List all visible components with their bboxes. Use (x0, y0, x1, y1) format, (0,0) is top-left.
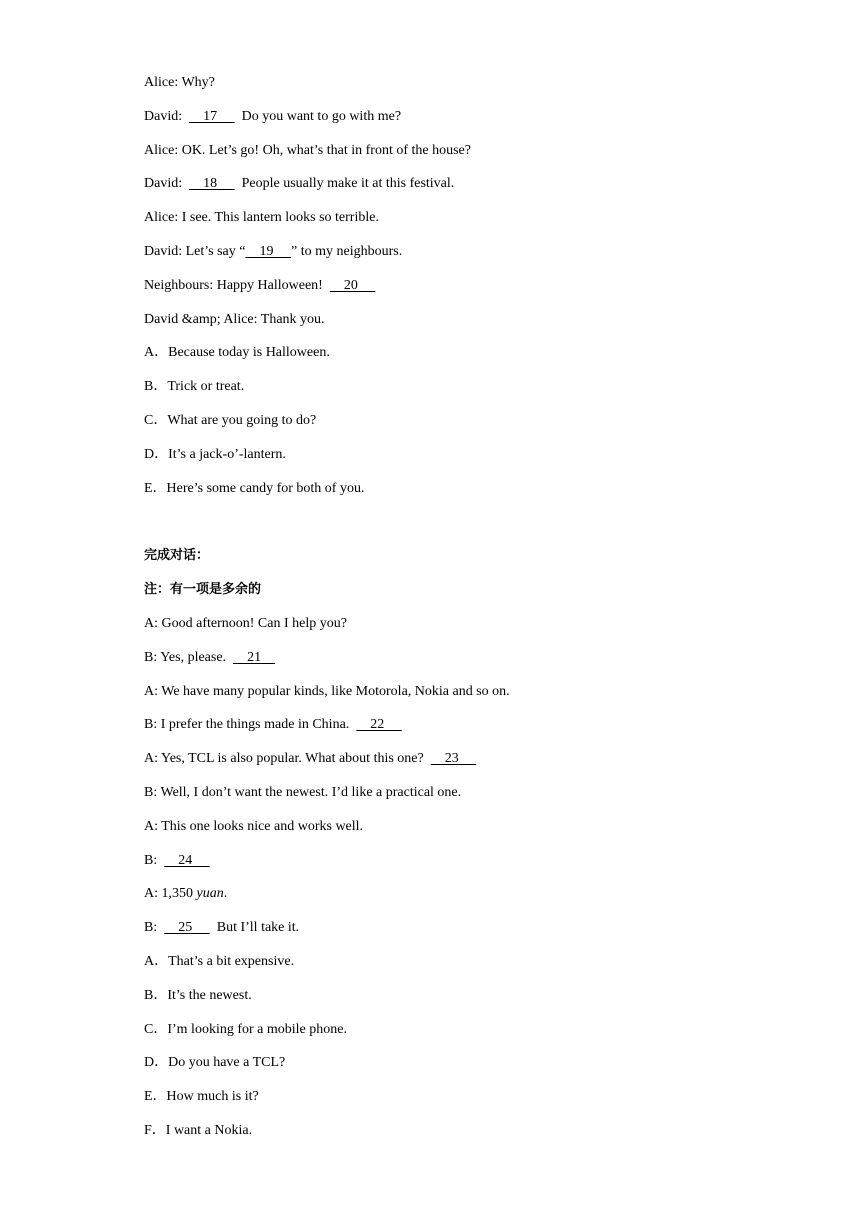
section-note: 注：有一项是多余的 (144, 582, 262, 597)
option-b: B．It’s the newest. (144, 988, 252, 1003)
option-b: B．Trick or treat. (144, 379, 245, 394)
option-c: C．I’m looking for a mobile phone. (144, 1022, 347, 1037)
line-text: David &amp; Alice: Thank you. (144, 312, 325, 327)
answer-blank-23[interactable]: 23 (430, 751, 477, 766)
dialogue-line (144, 175, 454, 193)
line-text: David: Let’s say “ (144, 244, 246, 259)
dialogue-line (144, 615, 347, 633)
dialogue-line (144, 108, 401, 126)
option-f: F．I want a Nokia. (144, 1123, 253, 1138)
answer-blank-17[interactable]: 17 (189, 109, 235, 124)
option-e: E．Here’s some candy for both of you. (144, 481, 365, 496)
section-heading: 完成对话： (144, 548, 210, 563)
answer-blank-25[interactable]: 25 (164, 920, 210, 935)
option-a: A．That’s a bit expensive. (144, 954, 295, 969)
line-text: David: (144, 176, 190, 191)
line-text: B: Well, I don’t want the newest. I’d like a practical one. (144, 785, 462, 800)
line-text: But I’ll take it. (209, 920, 300, 935)
line-text: A: This one looks nice and works well. (144, 819, 364, 834)
line-text: ” to my neighbours. (290, 244, 403, 259)
line-text: Do you want to go with me? (234, 109, 402, 124)
line-text: Neighbours: Happy Halloween! (144, 278, 330, 293)
dialogue-line (144, 311, 325, 329)
line-text: B: I prefer the things made in China. (144, 717, 357, 732)
dialogue-line (144, 683, 510, 701)
dialogue-line (144, 784, 461, 802)
line-text: B: Yes, please. (144, 650, 234, 665)
line-text: A: 1,350 (144, 886, 197, 901)
option-d: D．Do you have a TCL? (144, 1055, 286, 1070)
answer-blank-24[interactable]: 24 (164, 853, 210, 868)
line-text: B: (144, 853, 165, 868)
line-text: A: Yes, TCL is also popular. What about this one? (144, 751, 431, 766)
dialogue-line (144, 919, 299, 937)
answer-blank-19[interactable]: 19 (245, 244, 291, 259)
line-text: Alice: OK. Let’s go! Oh, what’s that in front of the house? (144, 143, 471, 158)
dialogue-line (144, 74, 215, 92)
dialogue-line (144, 750, 476, 768)
line-text: B: (144, 920, 165, 935)
dialogue-line (144, 852, 210, 870)
answer-blank-18[interactable]: 18 (189, 176, 235, 191)
option-c: C．What are you going to do? (144, 413, 317, 428)
dialogue-line (144, 209, 379, 227)
answer-blank-21[interactable]: 21 (233, 650, 276, 665)
line-text: A: We have many popular kinds, like Motorola, Nokia and so on. (144, 684, 510, 699)
line-text: . (223, 886, 228, 901)
dialogue-line (144, 277, 375, 295)
answer-blank-22[interactable]: 22 (356, 717, 402, 732)
option-e: E．How much is it? (144, 1089, 259, 1104)
answer-blank-20[interactable]: 20 (329, 278, 376, 293)
line-text: David: (144, 109, 190, 124)
italic-word: yuan (196, 886, 224, 901)
dialogue-line (144, 142, 471, 160)
dialogue-line (144, 885, 227, 903)
option-a: A．Because today is Halloween. (144, 345, 330, 360)
dialogue-line (144, 818, 363, 836)
line-text: Alice: Why? (144, 75, 215, 90)
dialogue-line (144, 649, 275, 667)
line-text: People usually make it at this festival. (234, 176, 455, 191)
line-text: Alice: I see. This lantern looks so terrible. (144, 210, 379, 225)
line-text: A: Good afternoon! Can I help you? (144, 616, 347, 631)
option-d: D．It’s a jack-o’-lantern. (144, 447, 286, 462)
dialogue-line (144, 716, 402, 734)
dialogue-line (144, 243, 402, 261)
